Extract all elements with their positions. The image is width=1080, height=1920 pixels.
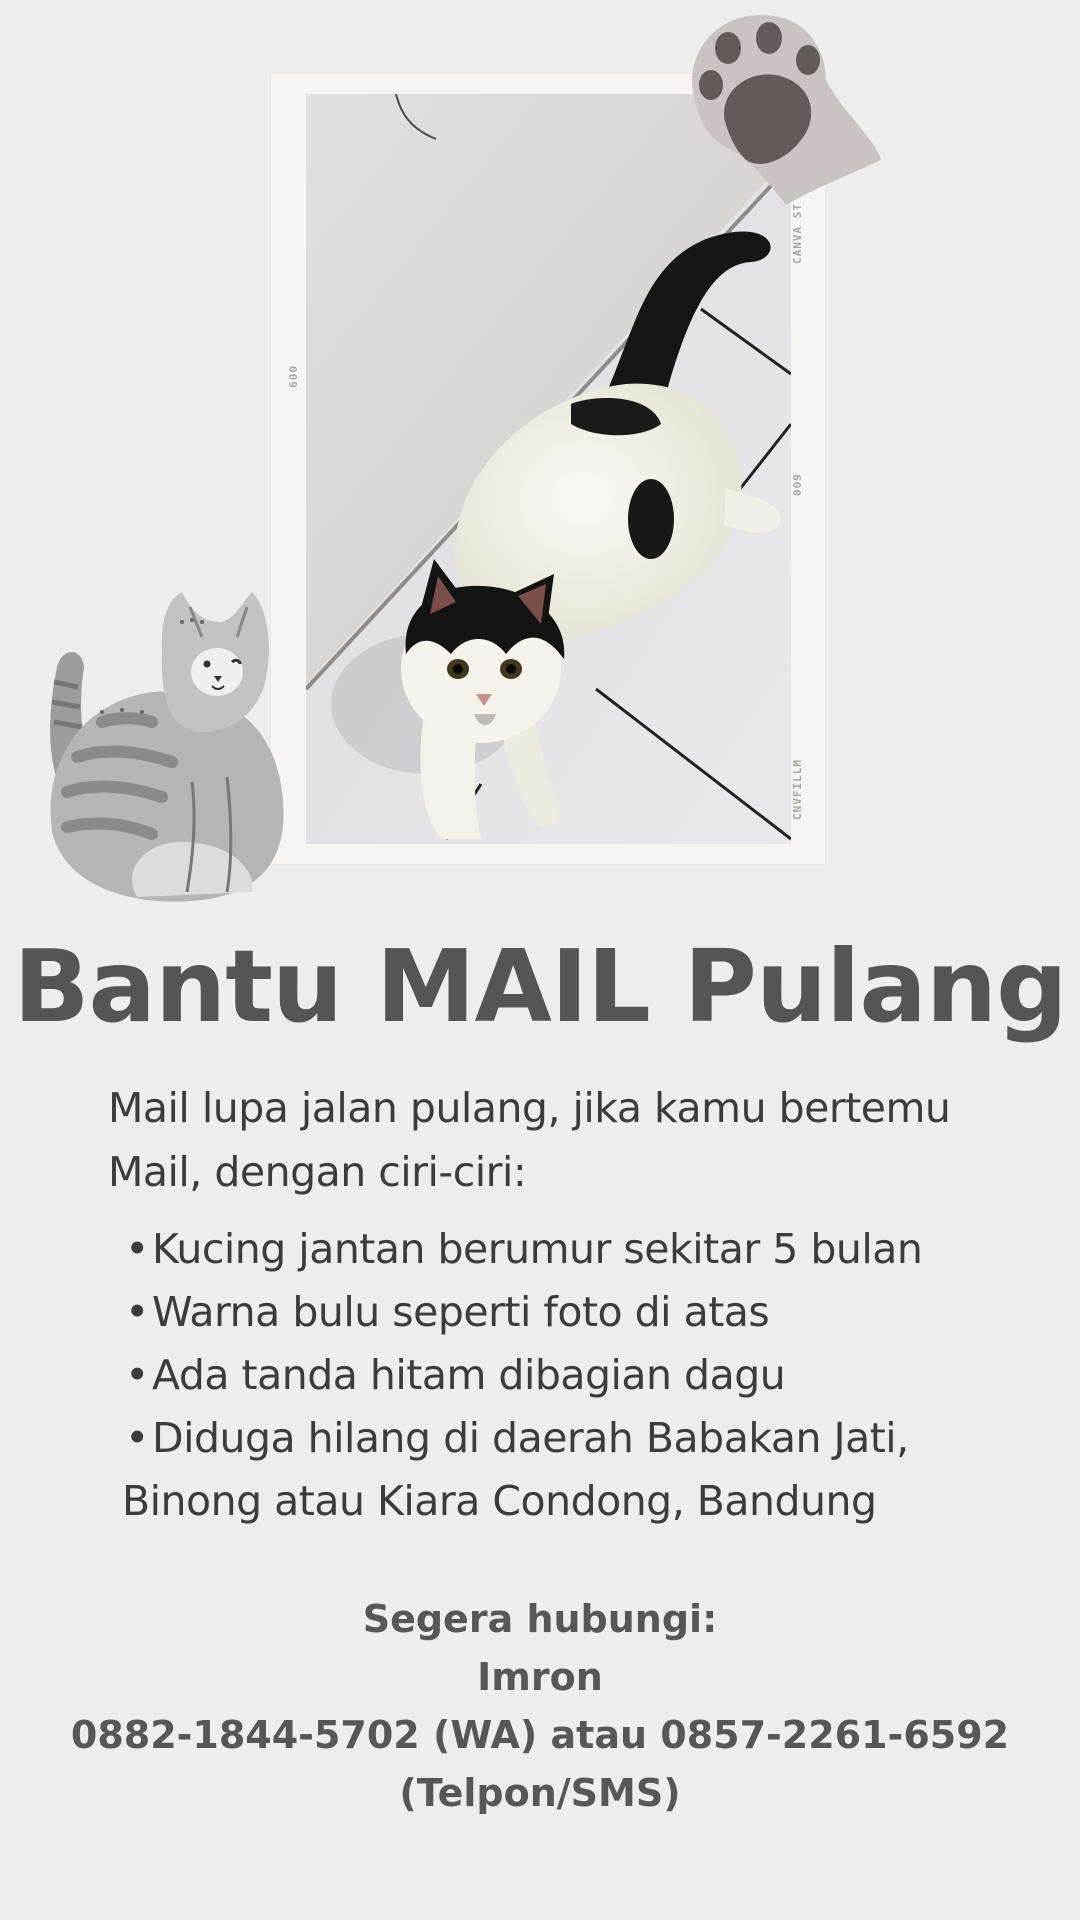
contact-phones: 0882-1844-5702 (WA) atau 0857-2261-6592 — [70, 1713, 1010, 1757]
bullet-icon: • — [125, 1351, 149, 1399]
contact-name: Imron — [477, 1655, 603, 1699]
poster-title: Bantu MAIL Pulang — [13, 928, 1067, 1045]
list-item: •Kucing jantan berumur sekitar 5 bulan — [122, 1218, 1002, 1281]
intro-line-2: Mail, dengan ciri-ciri: — [108, 1148, 527, 1196]
contact-block — [0, 1590, 1080, 1822]
bullet-icon: • — [125, 1288, 149, 1336]
list-item: •Warna bulu seperti foto di atas — [122, 1281, 1002, 1344]
frame-label-right-mid: 009 — [791, 473, 804, 496]
paw-print-icon — [676, 10, 886, 210]
contact-heading: Segera hubungi: — [362, 1597, 718, 1641]
bullet-icon: • — [125, 1225, 149, 1273]
contact-phones-suffix: (Telpon/SMS) — [399, 1771, 681, 1815]
list-item-continuation: Binong atau Kiara Condong, Bandung — [122, 1477, 877, 1525]
list-item: •Diduga hilang di daerah Babakan Jati, — [122, 1407, 1002, 1470]
intro-line-1: Mail lupa jalan pulang, jika kamu bertemu — [108, 1084, 951, 1132]
frame-label-right-bottom: CNVFILLM — [791, 759, 804, 820]
frame-label-right-top: CANVA ST — [791, 203, 804, 264]
list-item: •Ada tanda hitam dibagian dagu — [122, 1344, 1002, 1407]
frame-label-left: 009 — [286, 366, 299, 389]
intro-text — [108, 1076, 988, 1204]
bullet-icon: • — [125, 1414, 149, 1462]
cat-illustration-icon — [42, 592, 312, 904]
cat-features-list — [122, 1218, 1002, 1533]
